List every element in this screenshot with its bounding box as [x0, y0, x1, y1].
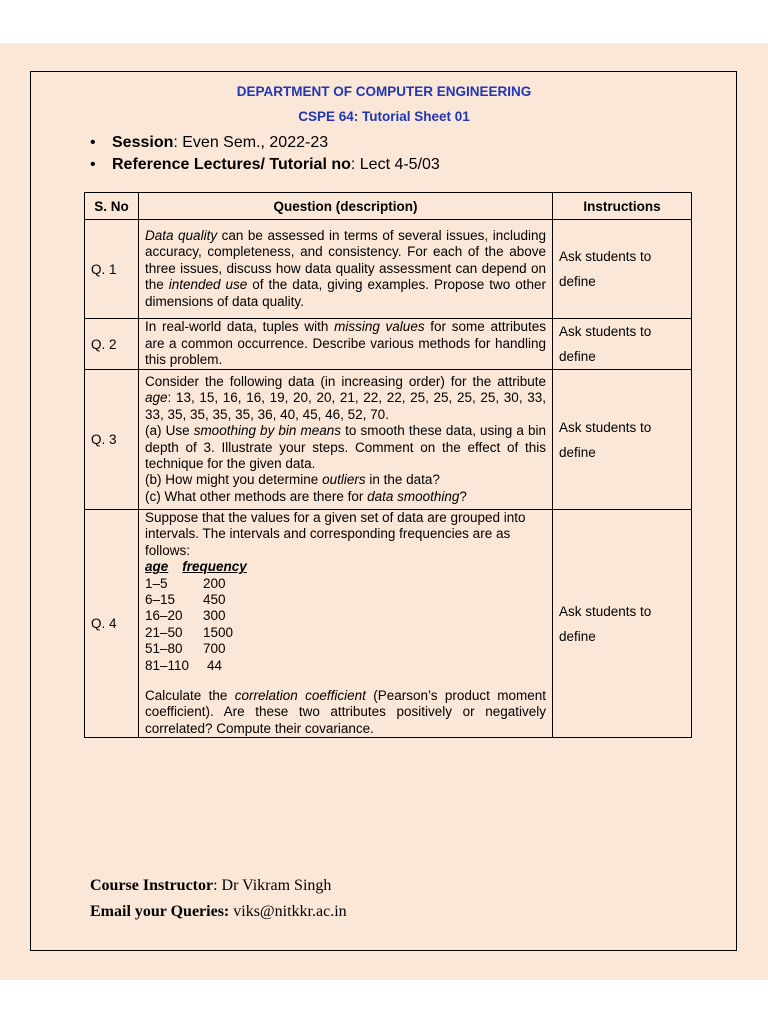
q4-text: (Pearson’s product moment coefficient). Are these two attributes positively or negatively correlated? Compute their covariance.	[145, 688, 546, 736]
row-instruction	[553, 220, 692, 319]
q3-text: Consider the following data (in increasing order) for the attribute	[145, 373, 546, 389]
frequency-row	[145, 592, 546, 608]
questions-table	[84, 192, 692, 738]
email-line	[90, 903, 347, 921]
instructor-name: : Dr Vikram Singh	[213, 877, 332, 894]
q4-intro: Suppose that the values for a given set of data are grouped into intervals. The intervals and corresponding frequencies are as follows:	[145, 510, 526, 558]
session-bullet	[90, 132, 440, 154]
reference-value: : Lect 4-5/03	[350, 156, 440, 173]
info-bullets	[90, 132, 440, 176]
age-interval: 6–15	[145, 592, 176, 608]
question-3-description	[139, 370, 553, 510]
instruction-line: Ask students to	[559, 324, 652, 339]
q4-term: correlation coefficient	[234, 688, 366, 704]
frequency-column-label: frequency	[182, 559, 247, 575]
table-row	[85, 370, 692, 510]
frequency-row	[145, 641, 546, 657]
q3-term: outliers	[322, 472, 366, 488]
q4-text: Calculate the	[145, 688, 235, 704]
q3-text: (b) How might you determine	[145, 472, 323, 488]
q3-term: data smoothing	[367, 488, 460, 504]
question-4-description	[139, 510, 553, 738]
frequency-value: 450	[203, 592, 226, 608]
q3-term: age	[145, 390, 168, 406]
age-interval: 81–110	[145, 657, 190, 673]
row-instruction	[553, 370, 692, 510]
table-row	[85, 220, 692, 319]
row-sno: Q. 1	[85, 220, 139, 319]
instruction-line: Ask students to	[559, 249, 652, 264]
instruction-line: define	[559, 274, 596, 289]
q1-text: can be assessed in terms of several issues, including accuracy, completeness, and consistency. For each of the above three issues, discuss how data quality assessment can depend on the	[145, 227, 546, 293]
header-question: Question (description)	[139, 193, 553, 220]
table-row	[85, 510, 692, 738]
q3-part-a	[145, 423, 546, 472]
frequency-table	[145, 559, 546, 674]
email-label: Email your Queries:	[90, 903, 230, 920]
reference-label: Reference Lectures/ Tutorial no	[112, 156, 351, 173]
instruction-line: define	[559, 349, 596, 364]
table-header-row	[85, 193, 692, 220]
q3-text: (c) What other methods are there for	[145, 488, 368, 504]
row-sno: Q. 2	[85, 319, 139, 370]
q1-text: of the data, giving examples. Propose two other dimensions of data quality.	[145, 277, 546, 309]
instruction-line: define	[559, 628, 596, 644]
q2-text: for some attributes are a common occurrence. Describe various methods for handling this problem.	[145, 319, 546, 368]
age-interval: 16–20	[145, 608, 183, 624]
session-label: Session	[112, 134, 174, 151]
session-value: : Even Sem., 2022-23	[173, 134, 329, 151]
q2-text: In real-world data, tuples with	[145, 319, 335, 335]
frequency-value: 1500	[203, 624, 234, 640]
instruction-line: Ask students to	[559, 419, 652, 435]
instruction-line: Ask students to	[559, 603, 652, 619]
row-instruction	[553, 319, 692, 370]
age-column-label: age	[145, 559, 169, 575]
email-address: viks@nitkkr.ac.in	[229, 903, 347, 920]
q4-question	[145, 688, 546, 737]
q3-term: smoothing by bin means	[193, 423, 342, 439]
row-sno: Q. 3	[85, 370, 139, 510]
header-sno: S. No	[85, 193, 139, 220]
frequency-row	[145, 608, 546, 624]
frequency-row	[145, 625, 546, 641]
q3-text: to smooth these data, using a bin depth of 3. Illustrate your steps. Comment on the effect of this technique for the given data.	[145, 423, 546, 471]
q3-part-c	[145, 489, 546, 505]
bullet-icon: •	[90, 156, 96, 173]
row-instruction	[553, 510, 692, 738]
row-sno: Q. 4	[85, 510, 139, 738]
frequency-value: 300	[203, 608, 226, 624]
reference-bullet	[90, 154, 440, 176]
q1-term: Data quality	[145, 227, 218, 243]
question-1-description	[139, 220, 553, 319]
q3-part-b	[145, 472, 546, 488]
q1-term: intended use	[168, 277, 248, 293]
age-interval: 21–50	[145, 624, 183, 640]
frequency-value: 200	[203, 575, 226, 591]
frequency-value: 700	[203, 641, 226, 657]
q3-text: in the data?	[365, 472, 440, 488]
q2-term: missing values	[334, 319, 425, 335]
q3-intro	[145, 374, 546, 423]
frequency-row	[145, 576, 546, 592]
q3-text: ?	[459, 488, 467, 504]
course-title: CSPE 64: Tutorial Sheet 01	[298, 109, 470, 124]
frequency-row	[145, 658, 546, 674]
instruction-line: define	[559, 444, 596, 460]
age-interval: 1–5	[145, 575, 168, 591]
q3-text: : 13, 15, 16, 16, 19, 20, 20, 21, 22, 22, 25, 25, 25, 25, 30, 33, 33, 35, 35, 35, 35, 36, 40, 45, 46, 52, 70.	[145, 390, 546, 422]
instructor-label: Course Instructor	[90, 877, 214, 894]
question-2-description	[139, 319, 553, 370]
frequency-value: 44	[207, 657, 223, 673]
instructor-line	[90, 877, 331, 895]
bullet-icon: •	[90, 134, 96, 151]
department-title: DEPARTMENT OF COMPUTER ENGINEERING	[236, 84, 532, 99]
table-row	[85, 319, 692, 370]
frequency-header	[145, 559, 546, 575]
q3-text: (a) Use	[145, 423, 194, 439]
header-instructions: Instructions	[553, 193, 692, 220]
age-interval: 51–80	[145, 641, 183, 657]
